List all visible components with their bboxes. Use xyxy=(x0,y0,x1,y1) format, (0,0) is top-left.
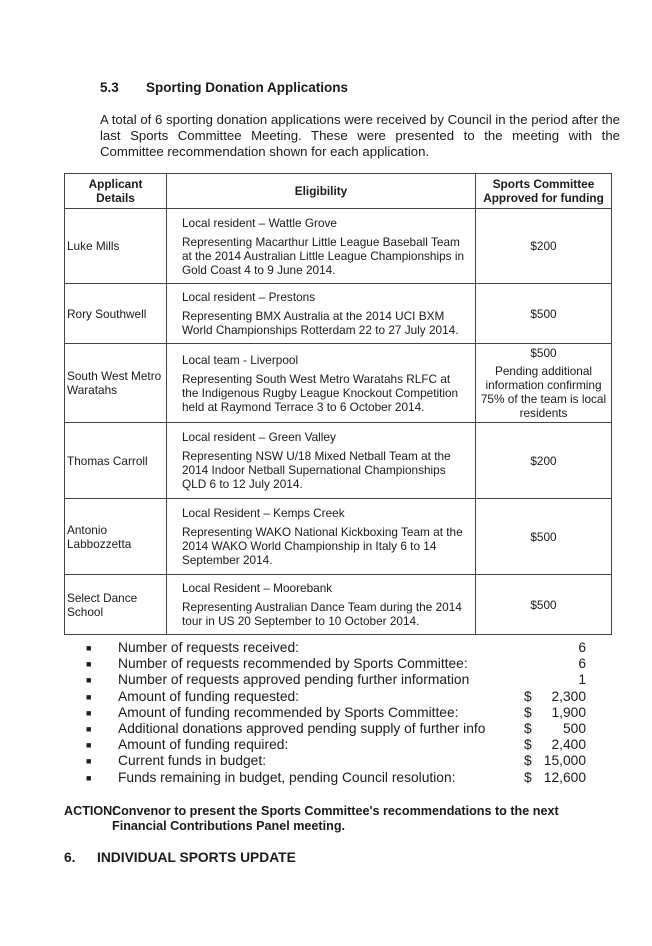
summary-currency: $ xyxy=(524,704,532,720)
eligibility-cell xyxy=(167,423,476,499)
eligibility-detail: Representing WAKO National Kickboxing Team at the 2014 WAKO World Championship in Italy 6 to 14 September 2014. xyxy=(182,525,463,567)
header-eligibility: Eligibility xyxy=(167,174,476,209)
eligibility-detail: Representing South West Metro Waratahs RLFC at the Indigenous Rugby League Knockout Competition held at Raymond Terrace 3 to 6 October 2014. xyxy=(182,371,459,414)
summary-value: 6 xyxy=(578,640,586,655)
bullet-icon: ■ xyxy=(86,723,92,734)
amount-cell xyxy=(476,499,612,575)
eligibility-location: Local Resident – Moorebank xyxy=(182,581,333,595)
table-row xyxy=(65,209,612,284)
amount-value: $500 xyxy=(530,529,557,544)
action-text-line2: Financial Contributions Panel meeting. xyxy=(112,819,346,833)
applications-table xyxy=(64,173,612,635)
list-item xyxy=(86,737,586,753)
list-item xyxy=(86,640,586,656)
applicant-cell: Rory Southwell xyxy=(65,284,167,344)
summary-currency: $ xyxy=(524,769,532,785)
eligibility-location: Local resident – Green Valley xyxy=(182,430,336,444)
bullet-icon: ■ xyxy=(86,691,92,702)
amount-cell xyxy=(476,284,612,344)
summary-value: 1,900 xyxy=(551,704,586,720)
summary-label: Amount of funding required: xyxy=(118,737,289,753)
summary-label: Additional donations approved pending supply of further info xyxy=(118,720,486,736)
bullet-icon: ■ xyxy=(86,675,92,686)
bullet-icon: ■ xyxy=(86,659,92,670)
bullet-icon: ■ xyxy=(86,772,92,783)
eligibility-location: Local Resident – Kemps Creek xyxy=(182,506,345,520)
section-title: Sporting Donation Applications xyxy=(146,80,348,95)
eligibility-location: Local resident – Prestons xyxy=(182,290,316,304)
amount-cell xyxy=(476,209,612,284)
summary-value: 2,300 xyxy=(551,688,586,704)
eligibility-detail: Representing Macarthur Little League Baseball Team at the 2014 Australian Little League Championships in Gold Coast 4 to 9 June 2014. xyxy=(182,234,465,277)
amount-note: Pending additional information confirming 75% of the team is local residents xyxy=(480,364,607,420)
eligibility-cell xyxy=(167,284,476,344)
summary-label: Amount of funding requested: xyxy=(118,688,300,704)
next-section-heading xyxy=(64,850,296,865)
summary-value: 6 xyxy=(578,656,586,672)
eligibility-location: Local team - Liverpool xyxy=(182,352,299,367)
summary-label: Number of requests recommended by Sports Committee: xyxy=(118,656,468,672)
list-item xyxy=(86,721,586,737)
summary-currency: $ xyxy=(524,720,532,736)
amount-value: $200 xyxy=(530,453,557,468)
bullet-icon: ■ xyxy=(86,740,92,751)
action-note xyxy=(64,804,604,834)
summary-value: 15,000 xyxy=(543,753,586,769)
section-number: 5.3 xyxy=(100,80,119,95)
table-row xyxy=(65,423,612,499)
intro-paragraph: A total of 6 sporting donation applications were received by Council in the period after the last Sports Committee Meeting. These were presented to the meeting with the Committee recommendation shown for each application. xyxy=(100,112,620,159)
table-row xyxy=(65,344,612,423)
list-item xyxy=(86,705,586,721)
table-header-row xyxy=(65,174,612,209)
table-row xyxy=(65,575,612,635)
header-applicant: Applicant Details xyxy=(65,174,167,209)
summary-currency xyxy=(524,672,542,688)
amount-value: $200 xyxy=(530,239,557,253)
amount-cell xyxy=(476,344,612,423)
summary-label: Amount of funding recommended by Sports Committee: xyxy=(118,704,459,720)
amount-value: $500 xyxy=(530,597,557,612)
summary-currency xyxy=(524,640,542,656)
eligibility-cell xyxy=(167,344,476,423)
action-label: ACTION: xyxy=(64,804,117,818)
action-text-line1: Convenor to present the Sports Committee's recommendations to the next xyxy=(112,804,559,818)
header-approved: Sports Committee Approved for funding xyxy=(476,174,612,209)
section-heading xyxy=(100,80,348,95)
list-item xyxy=(86,656,586,672)
applicant-cell: Luke Mills xyxy=(65,209,167,284)
summary-currency: $ xyxy=(524,688,532,704)
table-row xyxy=(65,284,612,344)
summary-list xyxy=(86,640,586,786)
summary-currency: $ xyxy=(524,737,532,753)
summary-currency: $ xyxy=(524,753,532,769)
summary-label: Number of requests received: xyxy=(118,640,299,655)
eligibility-detail: Representing BMX Australia at the 2014 UCI BXM World Championships Rotterdam 22 to 27 July 2014. xyxy=(182,309,459,337)
summary-label: Current funds in budget: xyxy=(118,753,267,769)
summary-value: 1 xyxy=(578,672,586,688)
amount-value: $500 xyxy=(530,306,557,321)
summary-value: 12,600 xyxy=(543,769,586,785)
eligibility-cell xyxy=(167,575,476,635)
list-item xyxy=(86,672,586,688)
next-section-number: 6. xyxy=(64,850,76,865)
summary-currency xyxy=(524,656,542,672)
bullet-icon: ■ xyxy=(86,707,92,718)
summary-label: Number of requests approved pending further information xyxy=(118,672,470,688)
amount-value: $500 xyxy=(530,346,557,360)
summary-label: Funds remaining in budget, pending Council resolution: xyxy=(118,769,456,785)
amount-cell xyxy=(476,423,612,499)
list-item xyxy=(86,753,586,769)
applicant-cell: Thomas Carroll xyxy=(65,423,167,499)
eligibility-detail: Representing Australian Dance Team during the 2014 tour in US 20 September to 10 October 2014. xyxy=(182,600,462,628)
applicant-cell: South West Metro Waratahs xyxy=(65,344,167,423)
list-item xyxy=(86,770,586,786)
bullet-icon: ■ xyxy=(86,643,92,653)
applicant-cell: Select Dance School xyxy=(65,575,167,635)
next-section-title: INDIVIDUAL SPORTS UPDATE xyxy=(97,850,296,865)
applicant-cell: Antonio Labbozzetta xyxy=(65,499,167,575)
amount-cell xyxy=(476,575,612,635)
eligibility-location: Local resident – Wattle Grove xyxy=(182,215,337,230)
list-item xyxy=(86,689,586,705)
summary-value: 500 xyxy=(562,720,586,736)
bullet-icon: ■ xyxy=(86,756,92,767)
eligibility-cell xyxy=(167,499,476,575)
eligibility-cell xyxy=(167,209,476,284)
summary-value: 2,400 xyxy=(551,737,586,753)
eligibility-detail: Representing NSW U/18 Mixed Netball Team at the 2014 Indoor Netball Supernational Championships QLD 6 to 12 July 2014. xyxy=(182,449,451,491)
table-row xyxy=(65,499,612,575)
